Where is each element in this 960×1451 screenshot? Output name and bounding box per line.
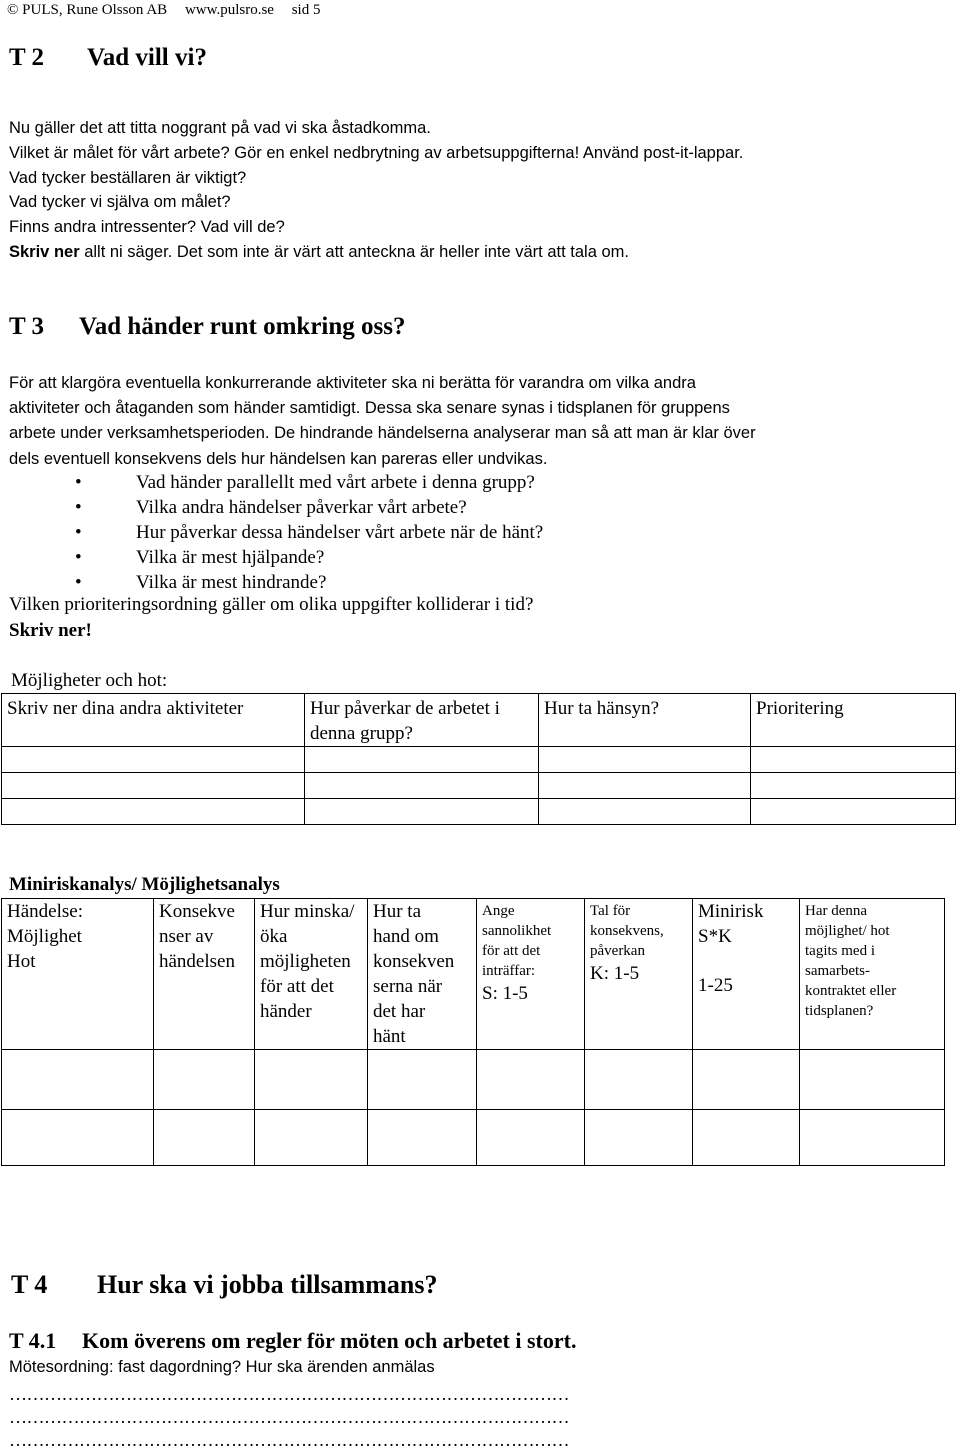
table1-header: Prioritering: [751, 694, 956, 747]
t2-heading: [9, 44, 207, 72]
t2-line: Nu gäller det att titta noggrant på vad vi ska åstadkomma.: [9, 119, 431, 137]
t4-number: T 4: [11, 1270, 48, 1299]
dotted-line[interactable]: ……………………………………………………………………………………: [9, 1430, 569, 1450]
table2-cell[interactable]: [693, 1110, 800, 1166]
t41-subtitle: Mötesordning: fast dagordning? Hur ska ärenden anmälas: [9, 1358, 435, 1376]
table1-cell[interactable]: [305, 747, 539, 773]
t2-line: [9, 240, 743, 265]
table2-cell[interactable]: [477, 1050, 585, 1110]
table1-header: Hur påverkar de arbetet i denna grupp?: [305, 694, 539, 747]
t2-rest: allt ni säger. Det som inte är värt att anteckna är heller inte värt att tala om.: [79, 242, 629, 261]
table2-cell[interactable]: [154, 1050, 255, 1110]
t3-para-line: arbete under verksamhetsperioden. De hindrande händelserna analyserar man så att man är klar över: [9, 424, 756, 443]
t3-paragraph: [9, 371, 756, 472]
table1-header: Skriv ner dina andra aktiviteter: [2, 694, 305, 747]
t3-para-line: aktiviteter och åtaganden som händer samtidigt. Dessa ska senare synas i tidsplanen för gruppens: [9, 399, 730, 418]
t3-question: Vilken prioriteringsordning gäller om olika uppgifter kolliderar i tid?: [9, 594, 534, 615]
col-included: Har denna möjlighet/ hot tagits med i samarbets- kontraktet eller tidsplanen?: [800, 899, 945, 1050]
table1-cell[interactable]: [2, 747, 305, 773]
copyright-text: © PULS, Rune Olsson AB: [7, 2, 168, 18]
t2-bold: Skriv ner: [9, 242, 80, 261]
t41-heading: [9, 1328, 577, 1354]
table1-header: Hur ta hänsyn?: [539, 694, 751, 747]
col-reduce: Hur minska/ öka möjligheten för att det händer: [255, 899, 368, 1050]
t3-number: T 3: [9, 313, 44, 340]
t41-title: Kom överens om regler för möten och arbetet i stort.: [82, 1328, 577, 1353]
col-consequence: Konsekve nser av händelsen: [154, 899, 255, 1050]
table1-cell[interactable]: [2, 799, 305, 825]
risk-analysis-table: [1, 898, 945, 1166]
table2-cell[interactable]: [255, 1110, 368, 1166]
t3-heading: [9, 313, 406, 341]
t4-title: Hur ska vi jobba tillsammans?: [97, 1270, 438, 1299]
table2-cell[interactable]: [477, 1110, 585, 1166]
table1-cell[interactable]: [305, 773, 539, 799]
table2-cell[interactable]: [693, 1050, 800, 1110]
table1-cell[interactable]: [539, 747, 751, 773]
table2-cell[interactable]: [368, 1110, 477, 1166]
t3-write: Skriv ner!: [9, 620, 92, 641]
dotted-line[interactable]: ……………………………………………………………………………………: [9, 1407, 569, 1427]
table2-cell[interactable]: [585, 1050, 693, 1110]
dotted-line[interactable]: ……………………………………………………………………………………: [9, 1384, 569, 1404]
table2-cell[interactable]: [154, 1110, 255, 1166]
table1-cell[interactable]: [2, 773, 305, 799]
t2-title: Vad vill vi?: [87, 44, 207, 71]
table1-caption: Möjligheter och hot:: [11, 670, 168, 691]
t2-line: Vad tycker beställaren är viktigt?: [9, 168, 247, 187]
col-handle: Hur ta hand om konsekven serna när det har hänt: [368, 899, 477, 1050]
website-url: www.pulsro.se: [184, 2, 274, 18]
table2-cell[interactable]: [585, 1110, 693, 1166]
table2-cell[interactable]: [2, 1110, 154, 1166]
table2-cell[interactable]: [2, 1050, 154, 1110]
table2-cell[interactable]: [255, 1050, 368, 1110]
opportunities-table: [1, 693, 956, 825]
t2-text: [9, 116, 743, 265]
col-minirisk: Minirisk S*K 1-25: [693, 899, 800, 1050]
table1-cell[interactable]: [751, 799, 956, 825]
t3-para-line: För att klargöra eventuella konkurrerande aktiviteter ska ni berätta för varandra om vilka andra: [9, 374, 696, 392]
t4-heading: [11, 1270, 438, 1300]
t41-number: T 4.1: [9, 1328, 57, 1353]
t2-line: Finns andra intressenter? Vad vill de?: [9, 218, 285, 237]
col-probability: Ange sannolikhet för att det inträffar: S: 1-5: [477, 899, 585, 1050]
t2-number: T 2: [9, 44, 44, 71]
table1-cell[interactable]: [751, 773, 956, 799]
t2-line: Vilket är målet för vårt arbete? Gör en enkel nedbrytning av arbetsuppgifterna! Använd post-it-lappar.: [9, 143, 744, 162]
table2-cell[interactable]: [368, 1050, 477, 1110]
t3-title: Vad händer runt omkring oss?: [79, 313, 406, 340]
t3-para-line: dels eventuell konsekvens dels hur händelsen kan pareras eller undvikas.: [9, 449, 548, 468]
table1-cell[interactable]: [539, 773, 751, 799]
t2-line: Vad tycker vi själva om målet?: [9, 193, 231, 212]
page-header: [7, 2, 334, 19]
table2-cell[interactable]: [800, 1110, 945, 1166]
table1-cell[interactable]: [539, 799, 751, 825]
page-number: sid 5: [291, 2, 321, 18]
table1-cell[interactable]: [751, 747, 956, 773]
table2-cell[interactable]: [800, 1050, 945, 1110]
col-consequence-score: Tal för konsekvens, påverkan K: 1-5: [585, 899, 693, 1050]
table2-caption: Miniriskanalys/ Möjlighetsanalys: [9, 874, 280, 895]
table1-cell[interactable]: [305, 799, 539, 825]
col-event: Händelse: Möjlighet Hot: [2, 899, 154, 1050]
